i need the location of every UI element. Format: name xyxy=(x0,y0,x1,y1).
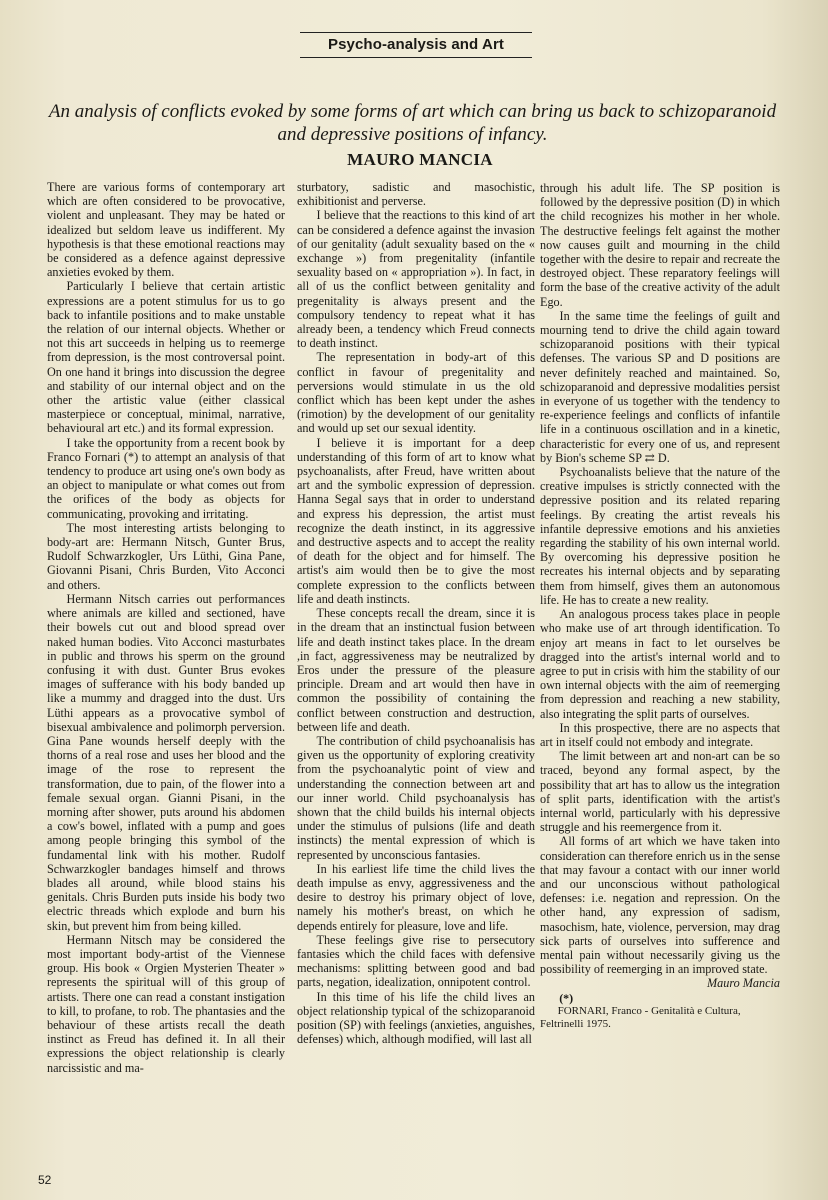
paragraph: The representation in body-art of this conflict in favour of pregenitality and perversions would stimulate in us the old conflict which has been kept under the ashes (rimotion) by the development of our genitality and would up set our sexual identity. xyxy=(297,350,535,436)
section-header xyxy=(300,32,532,58)
paragraph: An analogous process takes place in people who make use of art through identification. To enjoy art means in fact to let ourselves be dragged into the artist's internal world and to agree to put in crisis with him the stability of our own internal objects with the aim of reemerging from depression and reaching a new stability, also integrating the split parts of ourselves. xyxy=(540,607,780,721)
paragraph: Particularly I believe that certain artistic expressions are a potent stimulus for us to go back to infantile positions and to make unstable the relation of our internal objects. Whether or not this art succeeds in helping us to reemerge from depression, is the most controversal point. On one hand it brings into discussion the degree and stability of our internal object and on the other the artistic value (either classical masterpiece or conceptual, minimal, narrative, behavioural art etc.) and its formal expression. xyxy=(47,279,285,436)
article-subtitle: An analysis of conflicts evoked by some forms of art which can bring us back to schizoparanoid and depressive positions of infancy. xyxy=(48,101,777,145)
paragraph: In the same time the feelings of guilt and mourning tend to drive the child again toward schizoparanoid positions with their typical defenses. The various SP and D positions are never definitely reached and maintained. So, schizoparanoid and depressive modalities persist in everyone of us together with the tendency to re-experience feelings and conflicts of infantile life in a continuous oscillation and in a kinetic, characteristic for every one of us, and represent by Bion's scheme SP ⇄ D. xyxy=(540,308,780,465)
paragraph: In his earliest life time the child lives the death impulse as envy, aggressiveness and the desire to destroy his primary object of love, namely his mother's breast, on which he depends entirely for pleasure, love and life. xyxy=(297,861,535,933)
column-1 xyxy=(47,180,285,1075)
article-author: MAURO MANCIA xyxy=(347,150,493,169)
paragraph: Hermann Nitsch carries out performances where animals are killed and sectioned, have their bowels cut out and blood spread over naked human bodies. Vito Acconci masturbates in public and throws his sperm on the ground confusing it with dust. Gunter Brus evokes images of sufferance with his body banded up like a mummy and dragged into the dust. Urs Lüthi appears as a provocative symbol of bisexual ambivalence and polimorph perversion. Gina Pane wounds herself deeply with the thorns of a real rose and uses her blood and the image of the rose to represent the transformation, due to pain, of the flower into a female sexual organ. Gianni Pisani, in the morning after shower, puts around his abdomen a cow's bowel, inflated with a pump and goes among people bringing this symbol of the fundamental link with his mother. Rudolf Schwarzkogler bandages himself and throws blades all around, while blood stains his genitals. Chris Burden puts inside his body two electric threads which explode and burn his skin, but prevent him from being killed. xyxy=(47,591,285,933)
header-rule-bottom xyxy=(300,57,532,58)
column-2 xyxy=(297,180,535,1046)
paragraph: sturbatory, sadistic and masochistic, exhibitionist and perverse. xyxy=(297,180,535,209)
paragraph: Psychoanalists believe that the nature of the creative impulses is strictly connected with the depressive position and its related reparing feelings. By creating the artist reveals his infantile depressive emotions and his anxieties regarding the stability of his own internal world. By overcoming his depressive position he recreates his internal objects and by separating them from himself, gives them an autonomous life. He has to create a new reality. xyxy=(540,465,780,607)
section-title: Psycho-analysis and Art xyxy=(328,36,504,53)
paragraph: I believe it is important for a deep understanding of this form of art to know what psychoanalists, after Freud, have written about art and the symbolic expression of depression. Hanna Segal says that in order to understand and express his depression, the artist must recognize the death instinct, in its aggressive and destructive aspects and to accept the reality of death for the object and for himself. The artist's aim would then be to give the most complete expression to the conflicts between life and death instincts. xyxy=(297,435,535,606)
author-signature: Mauro Mancia xyxy=(707,976,780,991)
paragraph: There are various forms of contemporary art which are often considered to be provocative, violent and unpleasant. They may be hated or idealized but seldom leave us indifferent. My hypothesis is that these emotional reactions may be considered as a defence against depressive anxieties evoked by them. xyxy=(47,180,285,280)
footnote-text: FORNARI, Franco - Genitalità e Cultura, Feltrinelli 1975. xyxy=(540,1004,741,1030)
paragraph: In this time of his life the child lives an object relationship typical of the schizoparanoid position (SP) with feelings (anxieties, anguishes, defenses) which, although modified, will last all xyxy=(297,989,535,1047)
column-3 xyxy=(540,181,780,1031)
paragraph: The most interesting artists belonging to body-art are: Hermann Nitsch, Gunter Brus, Rudolf Schwarzkogler, Urs Lüthi, Gina Pane, Giovanni Pisani, Chris Burden, Vito Acconci and others. xyxy=(47,520,285,592)
paragraph: All forms of art which we have taken into consideration can therefore enrich us in the sense that may favour a contact with our inner world and our unconscious without pathological defenses: i.e. negation and repression. On the other hand, any expression of sadism, masochism, hate, violence, perversion, may drag sick parts of ourselves into sufference and mental pain without necessarily giving us the possibility of reemerging in an improved state. xyxy=(540,834,780,977)
paragraph: I take the opportunity from a recent book by Franco Fornari (*) to attempt an analysis of that tendency to produce art using one's own body as an object to manipulate or what comes out from the orifices of the body as objects for communicating, provoking and irritating. xyxy=(47,435,285,521)
paragraph: The limit between art and non-art can be so traced, beyond any formal aspect, by the possibility that art has to allow us the integration of split parts, identification with the artist's internal world, particularly with his depressive struggle and his reemergence from it. xyxy=(540,749,780,835)
paragraph: The contribution of child psychoanalisis has given us the opportunity of exploring creativity from the psychoanalytic point of view and understanding the connection between art and our inner world. Child psychoanalysis has shown that the child builds his internal objects under the stimulus of pulsions (life and death instincts) the mental expression of which is represented by unconscious fantasies. xyxy=(297,733,535,862)
paragraph: These feelings give rise to persecutory fantasies which the child faces with defensive mechanisms: splitting between good and bad parts, negation, idealization, onnipotent control. xyxy=(297,932,535,990)
page-number: 52 xyxy=(38,1173,52,1187)
footnote-mark: (*) xyxy=(559,990,574,1005)
paragraph: through his adult life. The SP position is followed by the depressive position (D) in which the child recognizes his mother in her whole. The destructive feelings felt against the mother now causes guilt and mourning in the child together with the desire to repair and recreate the destroyed object. These reparatory feelings will form the base of the creative activity of the adult Ego. xyxy=(540,181,780,309)
paragraph: These concepts recall the dream, since it is in the dream that an instinctual fusion between life and death instinct takes place. In the dream ,in fact, aggressiveness may be neutralized by Eros under the pressure of the pleasure principle. Dream and art would then have in common the possibility of containing the conflict between construction and destruction, between life and death. xyxy=(297,606,535,734)
paragraph: I believe that the reactions to this kind of art can be considered a defence against the invasion of our genitality (adult sexuality based on the « exchange ») from pregenitality (infantile sexuality based on « appropriation »). In fact, in all of us the conflict between genitality and pregenitality is always present and the compulsory tendency to repeat what it has already been, a tendency which Freud connects to death instinct. xyxy=(297,208,535,351)
paragraph: Hermann Nitsch may be considered the most important body-artist of the Viennese group. His book « Orgien Mysterien Theater » represents the spiritual will of this group of artists. There one can read a constant instigation to kill, to profane, to rob. The phantasies and the behaviour of these artists recall the death instinct as Freud has defined it. In all their expressions the object relationship is clearly narcissistic and ma- xyxy=(47,932,285,1075)
paragraph: In this prospective, there are no aspects that art in itself could not embody and integrate. xyxy=(540,720,780,749)
